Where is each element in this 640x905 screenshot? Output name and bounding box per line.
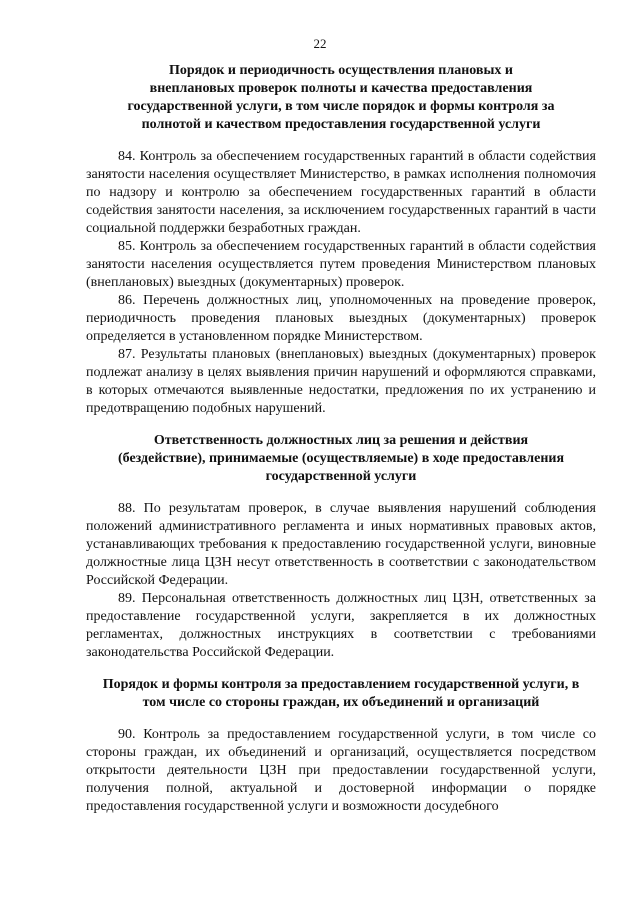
heading-line: полнотой и качеством предоставления государственной услуги bbox=[141, 117, 541, 132]
heading-line: том числе со стороны граждан, их объединений и организаций bbox=[142, 695, 540, 710]
paragraph-90: 90. Контроль за предоставлением государственной услуги, в том числе со стороны граждан, их объединений и организаций, осуществляется посредством открытости деятельности ЦЗН при предоставлении государственной услуги, получения полной, актуальной и достоверной информации о порядке предоставления государственной услуги и возможности досудебного bbox=[86, 727, 596, 814]
heading-line: (бездействие), принимаемые (осуществляемые) в ходе предоставления bbox=[117, 451, 565, 466]
paragraph-86: 86. Перечень должностных лиц, уполномоченных на проведение проверок, периодичность проведения плановых выездных (документарных) проверок определяется в установленном порядке Министерством. bbox=[86, 293, 596, 344]
heading-line: Ответственность должностных лиц за решения и действия bbox=[153, 433, 529, 448]
heading-line: Порядок и периодичность осуществления плановых и bbox=[169, 63, 513, 78]
paragraph-88: 88. По результатам проверок, в случае выявления нарушений соблюдения положений административного регламента и иных нормативных правовых актов, устанавливающих требования к предоставлению государственной услуги, виновные должностные лица ЦЗН несут ответственность в соответствии с законодательством Российской Федерации. bbox=[86, 501, 596, 588]
section-heading-responsibility bbox=[86, 432, 596, 486]
paragraph-84: 84. Контроль за обеспечением государственных гарантий в области содействия занятости населения осуществляет Министерство, в рамках исполнения полномочия по надзору и контролю за обеспечением государственных гарантий в области содействия занятости населения, за исключением государственных гарантий в части социальной поддержки безработных граждан. bbox=[86, 149, 596, 236]
heading-line: внеплановых проверок полноты и качества предоставления bbox=[149, 81, 533, 96]
section-heading-inspections bbox=[86, 62, 596, 134]
paragraph-85: 85. Контроль за обеспечением государственных гарантий в области содействия занятости населения осуществляется путем проведения Министерством плановых (внеплановых) выездных (документарных) проверок. bbox=[86, 239, 596, 290]
heading-line: Порядок и формы контроля за предоставлением государственной услуги, в bbox=[102, 677, 580, 692]
page-number: 22 bbox=[313, 36, 327, 51]
heading-line: государственной услуги, в том числе порядок и формы контроля за bbox=[127, 99, 555, 114]
paragraph-87: 87. Результаты плановых (внеплановых) выездных (документарных) проверок подлежат анализу в целях выявления причин нарушений и оформляются справками, в которых отмечаются выявленные недостатки, предложения по их устранению и предотвращению подобных нарушений. bbox=[86, 347, 596, 416]
paragraph-89: 89. Персональная ответственность должностных лиц ЦЗН, ответственных за предоставление государственной услуги, закрепляется в их должностных регламентах, должностных инструкциях в соответствии с требованиями законодательства Российской Федерации. bbox=[86, 591, 596, 660]
heading-line: государственной услуги bbox=[265, 469, 417, 484]
document-body bbox=[86, 62, 596, 816]
section-heading-control-forms bbox=[86, 676, 596, 712]
